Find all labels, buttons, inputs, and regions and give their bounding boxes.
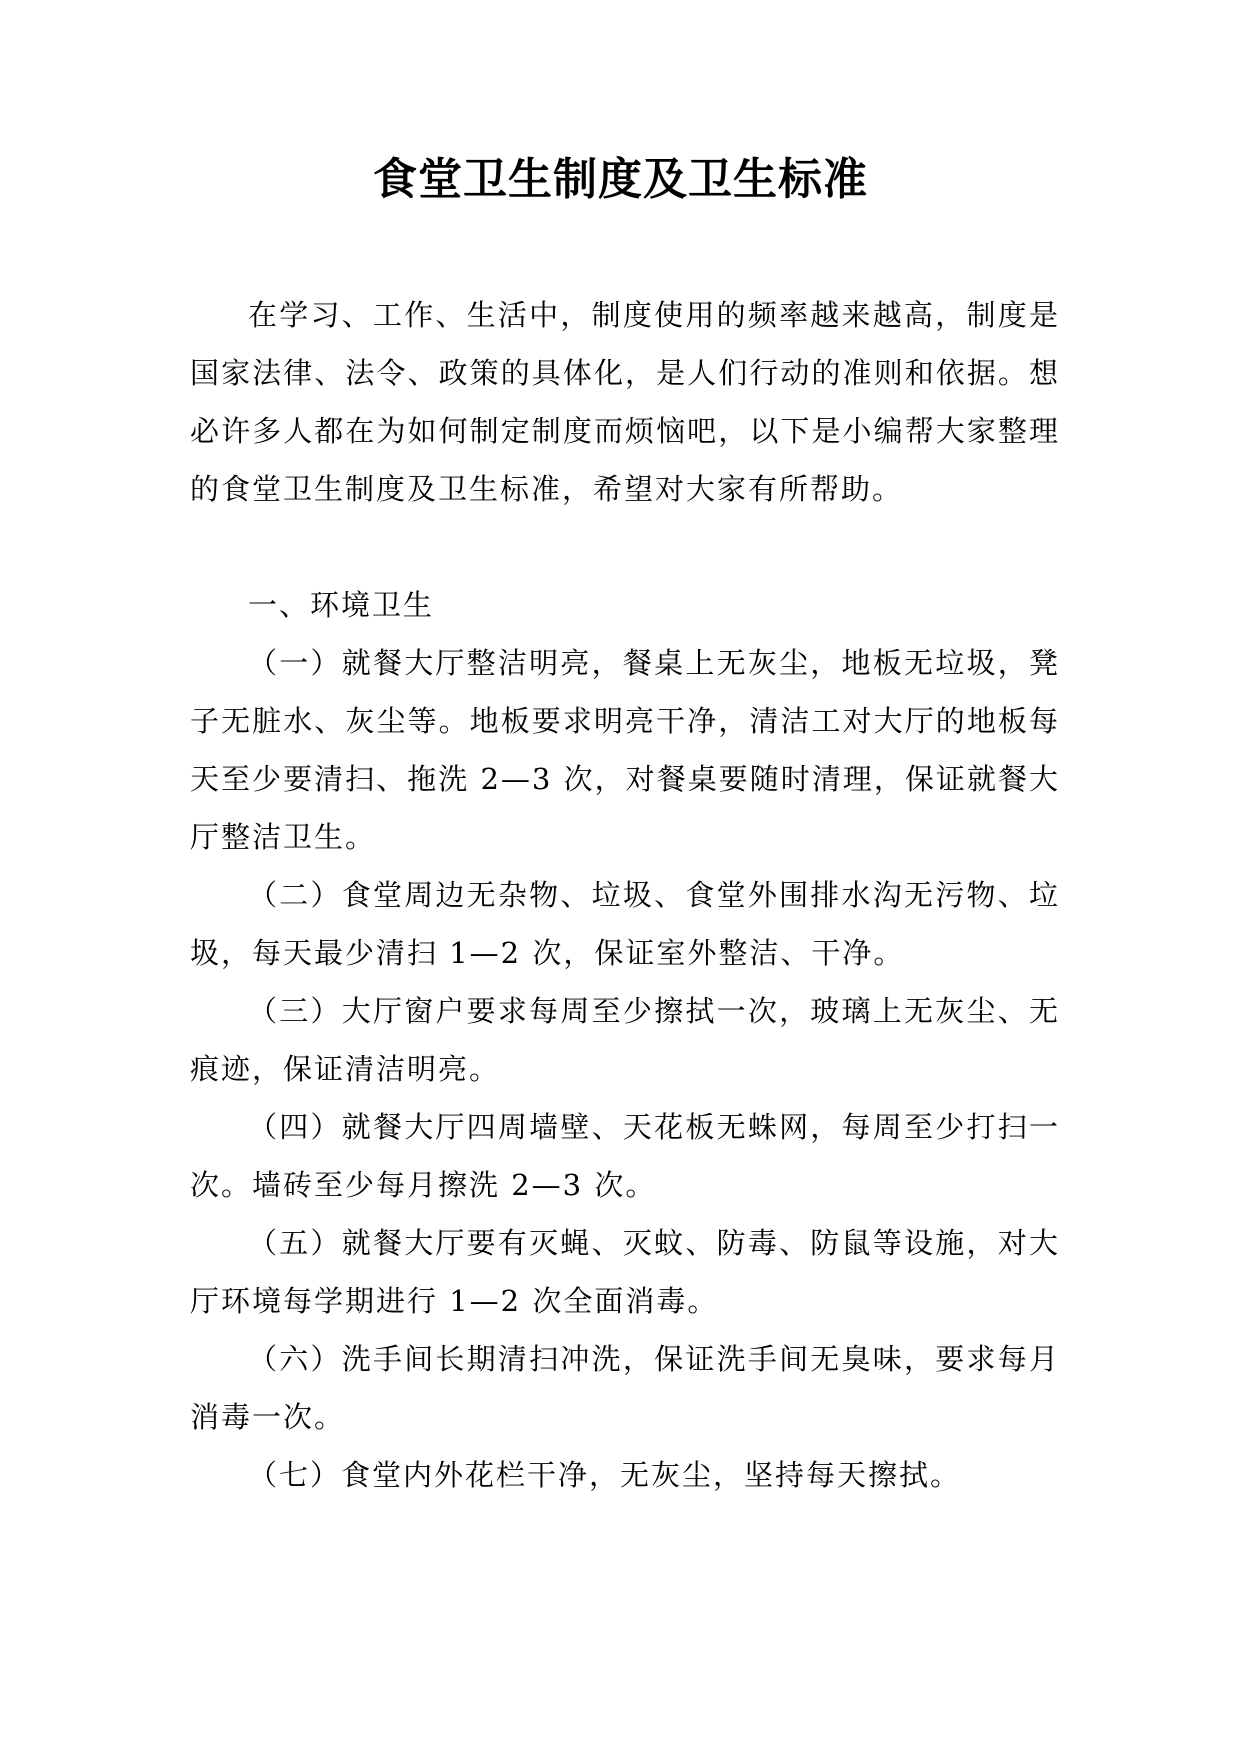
section-heading: 一、环境卫生	[248, 588, 435, 622]
intro-paragraph: 在学习、工作、生活中，制度使用的频率越来越高，制度是国家法律、法令、政策的具体化，是人们行动的准则和依据。想必许多人都在为如何制定制度而烦恼吧，以下是小编帮大家整理的食堂卫生制度及卫生标准，希望对大家有所帮助。	[190, 298, 1060, 506]
list-item: （六）洗手间长期清扫冲洗，保证洗手间无臭味，要求每月消毒一次。	[190, 1342, 1060, 1434]
list-item: （二）食堂周边无杂物、垃圾、食堂外围排水沟无污物、垃圾，每天最少清扫 1—2 次，保证室外整洁、干净。	[190, 878, 1060, 970]
document-body	[190, 286, 1060, 1504]
list-item: （三）大厅窗户要求每周至少擦拭一次，玻璃上无灰尘、无痕迹，保证清洁明亮。	[190, 994, 1060, 1086]
list-item: （一）就餐大厅整洁明亮，餐桌上无灰尘，地板无垃圾，凳子无脏水、灰尘等。地板要求明亮干净，清洁工对大厅的地板每天至少要清扫、拖洗 2—3 次，对餐桌要随时清理，保证就餐大厅整洁卫生。	[190, 646, 1060, 854]
list-item: （四）就餐大厅四周墙壁、天花板无蛛网，每周至少打扫一次。墙砖至少每月擦洗 2—3 次。	[190, 1110, 1060, 1202]
list-item: （七）食堂内外花栏干净，无灰尘，坚持每天擦拭。	[248, 1458, 962, 1492]
list-item: （五）就餐大厅要有灭蝇、灭蚊、防毒、防鼠等设施，对大厅环境每学期进行 1—2 次全面消毒。	[190, 1226, 1060, 1318]
document-title: 食堂卫生制度及卫生标准	[373, 154, 868, 205]
